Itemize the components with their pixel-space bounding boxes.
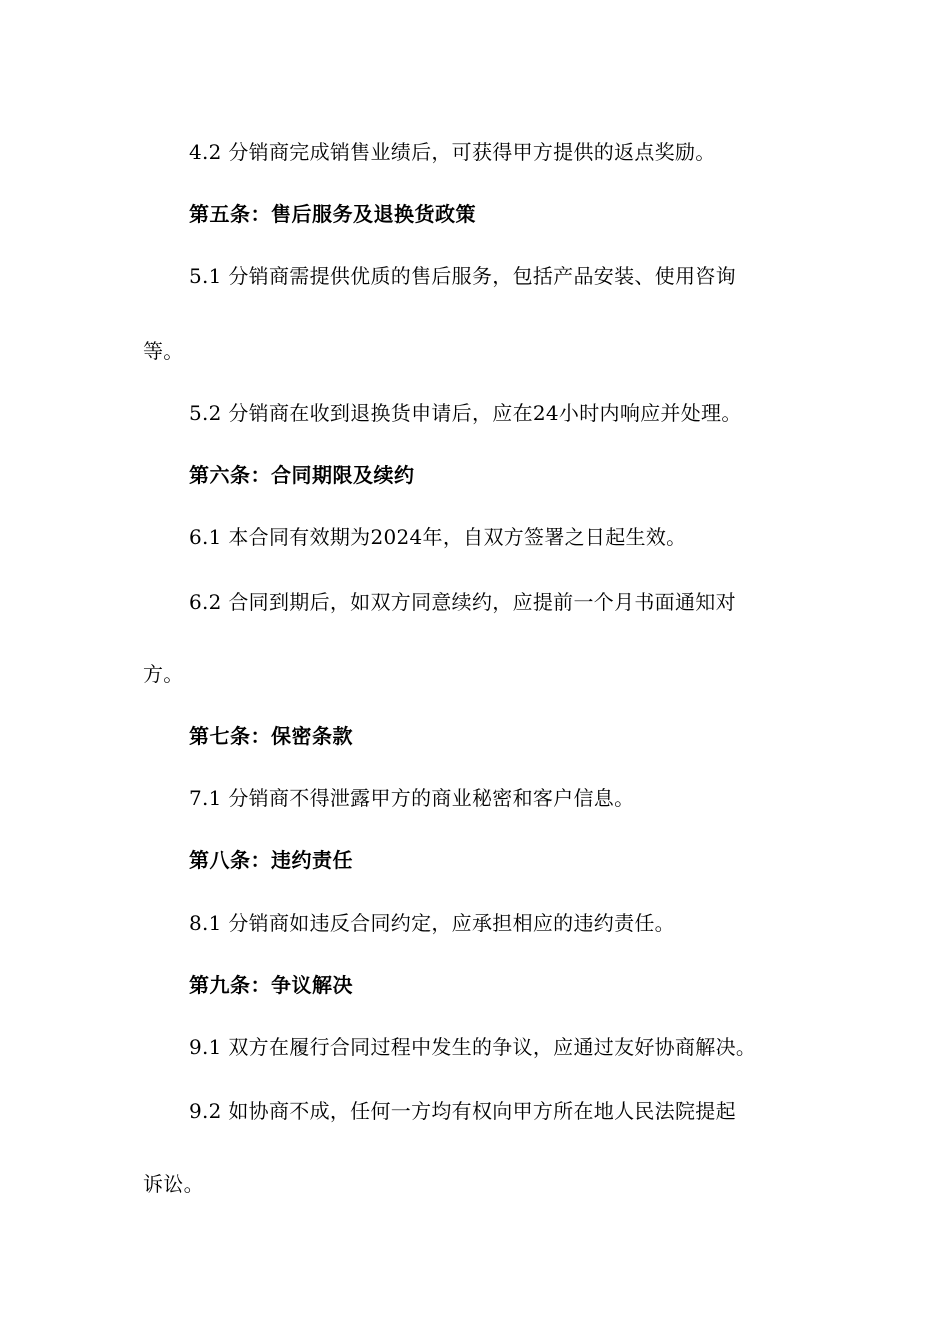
article-6-heading: 第六条：合同期限及续约	[189, 463, 415, 487]
clause-4-2: 4.2 分销商完成销售业绩后，可获得甲方提供的返点奖励。	[189, 140, 716, 164]
clause-7-1: 7.1 分销商不得泄露甲方的商业秘密和客户信息。	[189, 786, 635, 810]
article-5-heading: 第五条：售后服务及退换货政策	[189, 202, 476, 226]
clause-8-1: 8.1 分销商如违反合同约定，应承担相应的违约责任。	[189, 911, 675, 935]
article-7-heading: 第七条：保密条款	[189, 724, 353, 748]
clause-9-1: 9.1 双方在履行合同过程中发生的争议，应通过友好协商解决。	[189, 1035, 757, 1059]
article-8-heading: 第八条：违约责任	[189, 848, 353, 872]
clause-6-2-continued: 方。	[143, 662, 184, 686]
clause-6-1: 6.1 本合同有效期为2024年，自双方签署之日起生效。	[189, 525, 687, 549]
clause-9-2: 9.2 如协商不成，任何一方均有权向甲方所在地人民法院提起	[189, 1099, 736, 1123]
clause-6-2: 6.2 合同到期后，如双方同意续约，应提前一个月书面通知对	[189, 590, 736, 614]
clause-9-2-continued: 诉讼。	[143, 1172, 204, 1196]
clause-5-1-continued: 等。	[143, 339, 184, 363]
clause-5-2: 5.2 分销商在收到退换货申请后，应在24小时内响应并处理。	[189, 401, 742, 425]
article-9-heading: 第九条：争议解决	[189, 973, 353, 997]
clause-5-1: 5.1 分销商需提供优质的售后服务，包括产品安装、使用咨询	[189, 264, 736, 288]
